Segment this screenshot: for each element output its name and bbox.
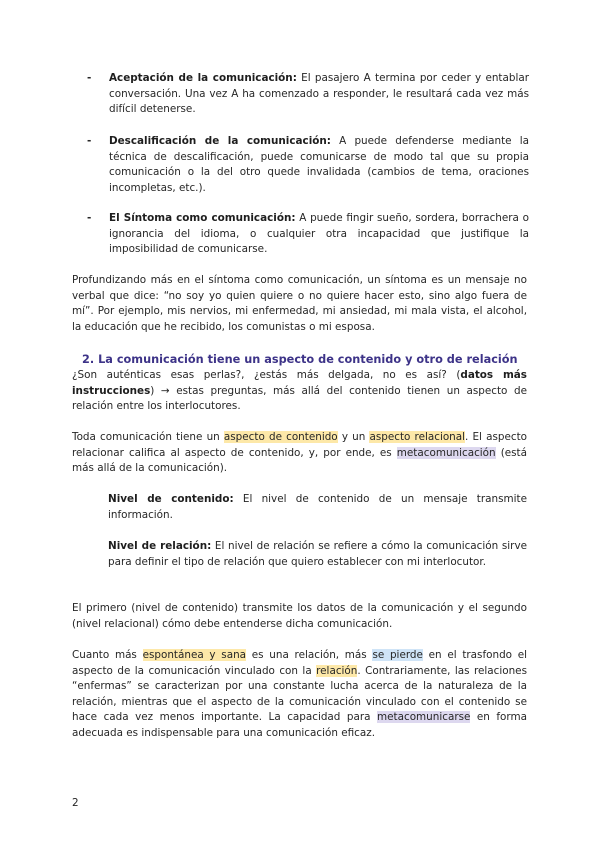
bullet-title: Aceptación de la comunicación: xyxy=(109,72,297,84)
highlight-metacomunicacion: metacomunicación xyxy=(396,446,496,459)
nivel-relacion-title: Nivel de relación: xyxy=(108,540,212,552)
paragraph-sintoma: Profundizando más en el síntoma como comunicación, un síntoma es un mensaje no verbal que dice: “no soy yo quien quiere o no quiere hacer esto, sino algo fuera de mí”. Por ejemplo, mis nervios, mi enfermedad, mi ansiedad, mi mala vista, el alcohol, la educación que he recibido, los comunistas o mi esposa. xyxy=(72,274,527,333)
text-run: en forma adecuada es indispensable para una comunicación eficaz. xyxy=(72,711,527,739)
nivel-contenido xyxy=(108,492,527,523)
bullet-descalificacion xyxy=(89,134,529,196)
text-run: (está más allá de la comunicación). xyxy=(72,446,527,474)
nivel-contenido-text: El nivel de contenido de un mensaje transmite información. xyxy=(108,493,527,521)
highlight-metacomunicarse: metacomunicarse xyxy=(377,711,471,723)
highlight-espontanea-sana: espontánea y sana xyxy=(142,649,247,661)
bullet-aceptacion xyxy=(89,71,529,118)
text-run: Cuanto más xyxy=(72,649,143,661)
paragraph-cuanto-mas xyxy=(72,648,527,741)
bullet-title: Descalificación de la comunicación: xyxy=(109,135,331,147)
bullet-text: A puede fingir sueño, sordera, borrachera o ignorancia del idioma, o cualquier otra incapacidad que justifique la imposibilidad de comunicarse. xyxy=(109,212,529,255)
text-run: Toda comunicación tiene un xyxy=(72,431,224,443)
text-run: ¿Son auténticas esas perlas?, ¿estás más delgada, no es así? ( xyxy=(72,369,461,381)
text-run: es una relación, más xyxy=(246,649,373,661)
text-run: ) → estas preguntas, más allá del contenido tienen un aspecto de relación entre los interlocutores. xyxy=(72,384,527,412)
bullet-dash: - xyxy=(87,72,92,84)
page-number: 2 xyxy=(72,797,79,809)
highlight-aspecto-contenido: aspecto de contenido xyxy=(223,431,338,443)
highlight-se-pierde: se pierde xyxy=(372,649,423,661)
paragraph-toda-comunicacion xyxy=(72,430,527,477)
bullet-text: A puede defenderse mediante la técnica de descalificación, puede comunicarse de modo tal que su propia comunicación o la del otro quede invalidada (cambios de tema, oraciones incompletas, etc.). xyxy=(109,135,529,194)
section-heading: 2. La comunicación tiene un aspecto de contenido y otro de relación xyxy=(82,353,518,366)
highlight-relacion: relación xyxy=(316,664,358,677)
paragraph-perlas xyxy=(72,368,527,415)
paragraph-primero: El primero (nivel de contenido) transmite los datos de la comunicación y el segundo (nivel relacional) cómo debe entenderse dicha comunicación. xyxy=(72,602,527,630)
bullet-text: El pasajero A termina por ceder y entablar conversación. Una vez A ha comenzado a responder, le resultará cada vez más difícil detenerse. xyxy=(109,72,529,115)
text-run: . Contrariamente, las relaciones “enfermas” se caracterizan por una constante lucha acerca de la naturaleza de la relación, mientras que el aspecto de la comunicación vinculado con el contenido se hace cada vez menos importante. La capacidad para xyxy=(72,664,527,723)
bold-run: datos más instrucciones xyxy=(72,369,527,397)
nivel-contenido-title: Nivel de contenido: xyxy=(108,493,234,505)
bullet-dash: - xyxy=(87,135,92,147)
bullet-sintoma xyxy=(89,211,529,258)
nivel-relacion-text: El nivel de relación se refiere a cómo la comunicación sirve para definir el tipo de relación que quiero establecer con mi interlocutor. xyxy=(108,540,527,568)
bullet-dash: - xyxy=(87,212,92,224)
highlight-aspecto-relacional: aspecto relacional xyxy=(369,431,466,443)
text-run: y un xyxy=(337,431,370,443)
bullet-title: El Síntoma como comunicación: xyxy=(109,212,296,224)
text-run: en el trasfondo el aspecto de la comunicación vinculado con la xyxy=(72,649,528,677)
text-run: . El aspecto relacionar califica al aspecto de contenido, y, por ende, es xyxy=(72,431,528,459)
nivel-relacion xyxy=(108,539,527,570)
